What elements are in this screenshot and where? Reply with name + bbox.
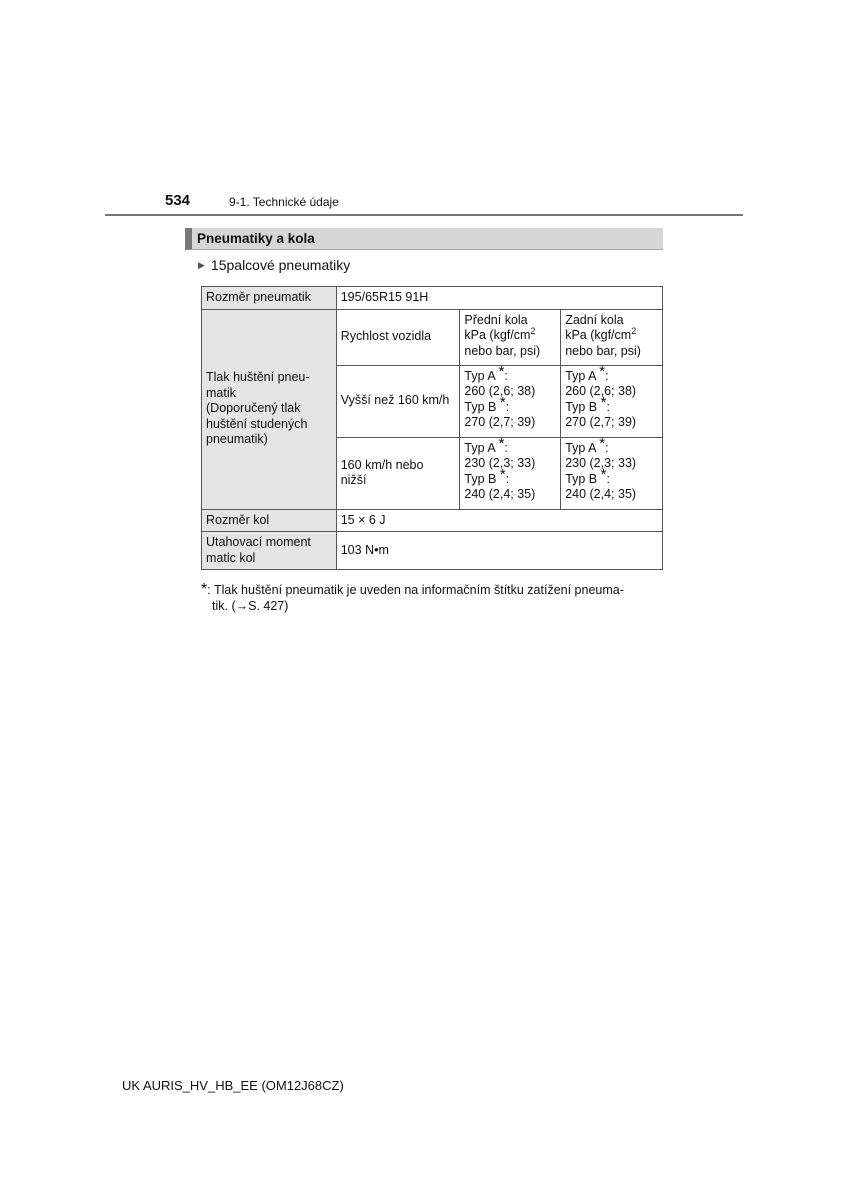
wheel-size-value: 15 × 6 J (336, 509, 662, 532)
front-pressure-160-or-below: Typ A *: 230 (2,3; 33) Typ B *: 240 (2,4; 35) (460, 437, 561, 509)
front-pressure-above-160: Typ A *: 260 (2,6; 38) Typ B *: 270 (2,7; 39) (460, 365, 561, 437)
footnote-text-line1: : Tlak huštění pneumatik je uveden na informačním štítku zatížení pneuma- (207, 583, 624, 597)
triangle-bullet-icon: ▶ (198, 259, 205, 270)
tire-spec-table (201, 286, 663, 570)
front-column-header: Přední kola kPa ($kgf/cm^2$ nebo bar, psi) (460, 309, 561, 365)
footnote (201, 582, 671, 614)
subheading (198, 257, 350, 273)
section-heading-bar (185, 228, 663, 250)
table-row (202, 509, 663, 532)
table-row (202, 309, 663, 365)
footnote-star: * (201, 581, 208, 598)
wheel-size-label: Rozměr kol (202, 509, 337, 532)
tire-size-label: Rozměr pneumatik (202, 287, 337, 310)
section-title: 9-1. Technické údaje (229, 195, 339, 209)
header-divider (105, 214, 743, 216)
torque-label: Utahovací moment matic kol (202, 532, 337, 570)
table-row (202, 532, 663, 570)
page-number: 534 (165, 192, 191, 209)
tire-size-value: 195/65R15 91H (336, 287, 662, 310)
speed-above-160: Vyšší než 160 km/h (336, 365, 460, 437)
document-code: UK AURIS_HV_HB_EE (OM12J68CZ) (122, 1078, 344, 1093)
speed-160-or-below: 160 km/h nebo nižší (336, 437, 460, 509)
torque-value: 103 N•m (336, 532, 662, 570)
pressure-label: Tlak huštění pneu- matik (Doporučený tlak huštění studených pneumatik) (202, 309, 337, 509)
speed-column-header: Rychlost vozidla (336, 309, 460, 365)
section-heading: Pneumatiky a kola (197, 231, 315, 246)
table-row (202, 287, 663, 310)
subheading-text: 15palcové pneumatiky (210, 257, 351, 273)
rear-column-header: Zadní kola kPa ($kgf/cm^2$ nebo bar, psi) (561, 309, 663, 365)
rear-pressure-160-or-below: Typ A *: 230 (2,3; 33) Typ B *: 240 (2,4; 35) (561, 437, 663, 509)
footnote-text-line2: tik. (→S. 427) (212, 599, 289, 613)
rear-pressure-above-160: Typ A *: 260 (2,6; 38) Typ B *: 270 (2,7; 39) (561, 365, 663, 437)
